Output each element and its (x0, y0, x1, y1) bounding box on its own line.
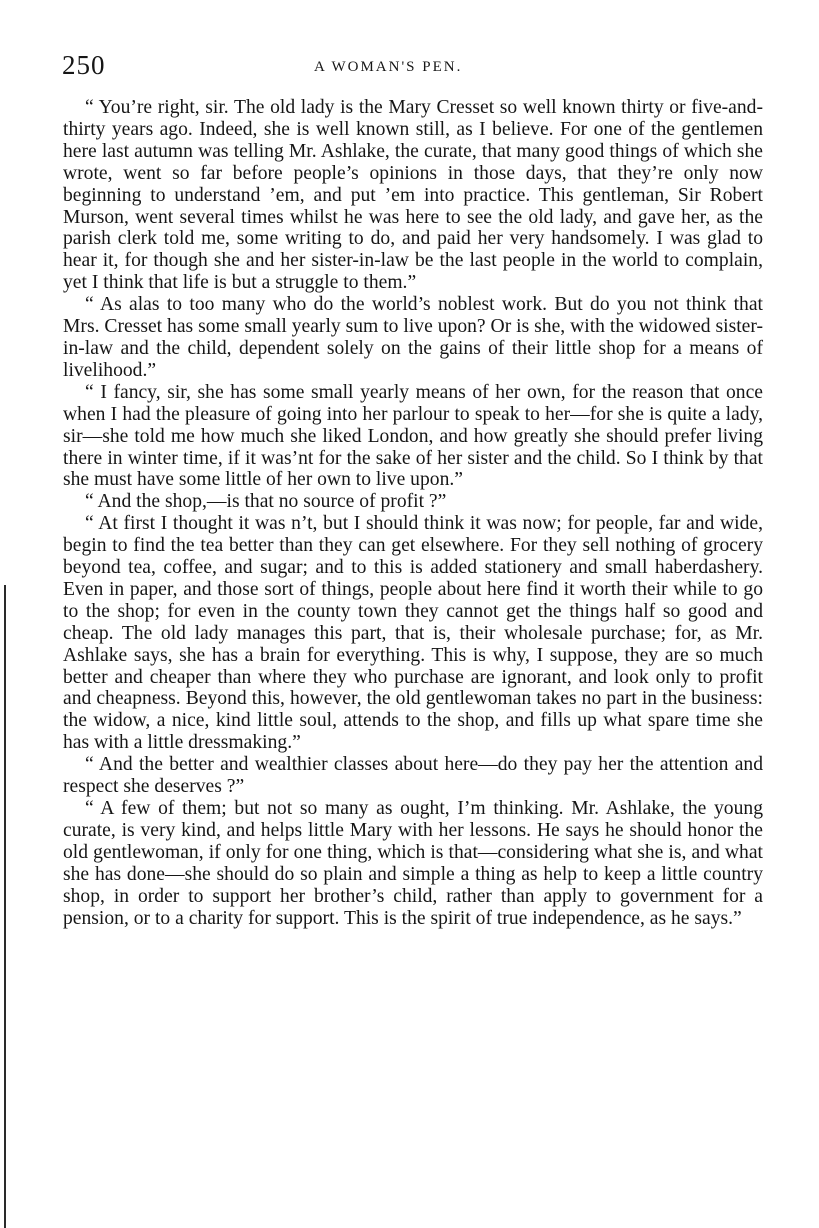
paragraph: “ And the better and wealthier classes about here—do they pay her the attention and respect she deserves ?” (63, 754, 763, 798)
paragraph: “ At first I thought it was n’t, but I should think it was now; for people, far and wide, begin to find the tea better than they can get elsewhere. For they sell nothing of grocery beyond tea, coffee, and sugar; and to this is added stationery and small haberdashery. Even in paper, and those sort of things, people about here find it worth their while to go to the shop; for even in the county town they cannot get the things half so good and cheap. The old lady manages this part, that is, their wholesale purchase; for, as Mr. Ashlake says, she has a brain for everything. This is why, I suppose, they are so much better and cheaper than where they who purchase are ignorant, and look only to profit and cheapness. Beyond this, however, the old gentlewoman takes no part in the business: the widow, a nice, kind little soul, attends to the shop, and fills up what spare time she has with a little dressmaking.” (63, 513, 763, 754)
running-head: A WOMAN'S PEN. (314, 59, 463, 75)
paragraph: “ As alas to too many who do the world’s noblest work. But do you not think that Mrs. Cresset has some small yearly sum to live upon? Or is she, with the widowed sister-in-law and the child, dependent solely on the gains of their little shop for a means of livelihood.” (63, 294, 763, 381)
paragraph: “ I fancy, sir, she has some small yearly means of her own, for the reason that once when I had the pleasure of going into her parlour to speak to her—for she is quite a lady, sir—she told me how much she liked London, and how greatly she should prefer living there in winter time, if it was’nt for the sake of her sister and the child. So I think by that she must have some little of her own to live upon.” (63, 381, 763, 491)
paragraph: “ And the shop,—is that no source of profit ?” (85, 491, 447, 513)
gutter-shadow-line (4, 585, 6, 1228)
page-number: 250 (62, 50, 106, 80)
page-header (62, 50, 762, 84)
body-text (63, 97, 763, 929)
paragraph: “ You’re right, sir. The old lady is the Mary Cresset so well known thirty or five-and-thirty years ago. Indeed, she is well known still, as I believe. For one of the gentlemen here last autumn was telling Mr. Ashlake, the curate, that many good things of which she wrote, went so far before people’s opinions in those days, that they’re only now beginning to understand ’em, and put ’em into practice. This gentleman, Sir Robert Murson, went several times whilst he was here to see the old lady, and gave her, as the parish clerk told me, some writing to do, and paid her very handsomely. I was glad to hear it, for though she and her sister-in-law be the last people in the world to complain, yet I think that life is but a struggle to them.” (63, 97, 763, 294)
paragraph: “ A few of them; but not so many as ought, I’m thinking. Mr. Ashlake, the young curate, is very kind, and helps little Mary with her lessons. He says he should honor the old gentlewoman, if only for one thing, which is that—considering what she is, and what she has done—she should do so plain and simple a thing as help to keep a little country shop, in order to support her brother’s child, rather than apply to government for a pension, or to a charity for support. This is the spirit of true independence, as he says.” (63, 798, 763, 929)
